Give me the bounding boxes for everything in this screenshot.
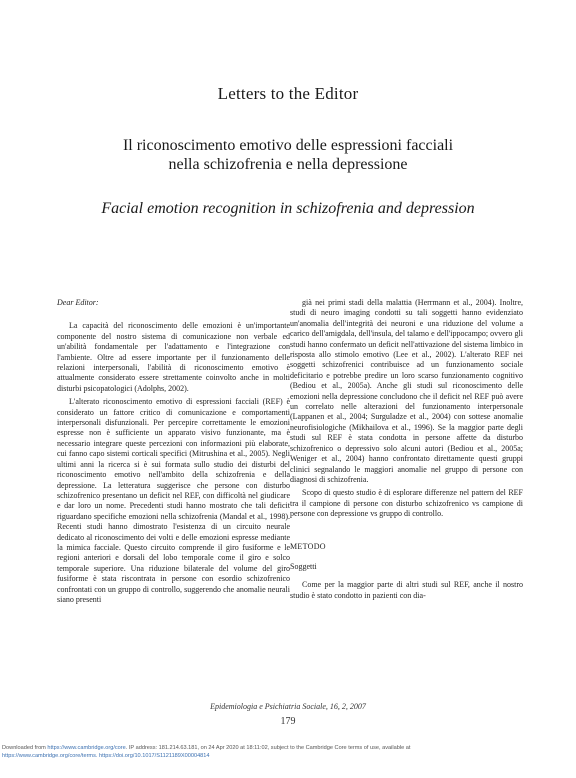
cambridge-core-link[interactable]: https://www.cambridge.org/core (47, 745, 126, 751)
article-title-english: Facial emotion recognition in schizofrenia and depression (101, 200, 475, 217)
section-heading-method: METODO (290, 541, 326, 551)
left-column (57, 298, 290, 605)
article-title-italian-line-1: Il riconoscimento emotivo delle espressioni facciali (122, 137, 454, 154)
paragraph: già nei primi stadi della malattia (Herrmann et al., 2004). Inoltre, studi di neuro imaging condotti su tali soggetti hanno evidenziato un'anomalia dell'integrità dei neuroni e una riduzione del volume a carico dell'amigdala, dell'insula, del talamo e dell'ippocampo; ovvero gli studi hanno confermato un deficit nell'attivazione del sistema limbico in risposta allo stimolo emotivo (Lee et al., 2002). L'alterato REF nei soggetti schizofrenici contribuisce ad un funzionamento sociale deficitario e potrebbe predire un loro scarso funzionamento cognitivo (Bediou et al., 2005a). Anche gli studi sul riconoscimento delle emozioni nella depressione concludono che il deficit nel REF può avere un correlato nelle alterazioni del funzionamento interpersonale (Lappanen et al., 2004; Surguladze et al., 2004) con sottese anomalie neurofisiologiche (Mikhailova et al., 1996). Se la maggior parte degli studi sul REF è stata condotta in persone affette da disturbo schizofrenico o depressivo solo alcuni autori (Bediou et al., 2005a; Weniger et al., 2004) hanno confrontato direttamente questi gruppi clinici segnalando le maggiori anomalie nel gruppo di persone con diagnosi di schizofrenia. (290, 298, 523, 484)
paragraph: La capacità del riconoscimento delle emozioni è un'importante componente del nostro sistema di comunicazione non verbale ed un'abilità fondamentale per l'adattamento e l'integrazione con l'ambiente. Oltre ad essere importante per il funzionamento delle relazioni interpersonali, l'abilità di riconoscimento emotivo è attualmente considerato essere strettamente coinvolto anche in molti disturbi psicopatologici (Adolphs, 2002). (57, 321, 290, 393)
paragraph: L'alterato riconoscimento emotivo di espressioni facciali (REF) è considerato un fattore critico di comunicazione e comportamenti interpersonali disfunzionali. Per percepire correttamente le emozioni espresse non è sufficiente un apparato visivo funzionante, ma è necessario integrare queste percezioni con informazioni più elaborate, cui fanno capo sistemi corticali specifici (Mitrushina et al., 2005). Negli ultimi anni la ricerca si è sui formata sullo studio dei disturbi del riconoscimento emotivo nell'ambito della schizofrenia e della depressione. La letteratura suggerisce che persone con disturbo schizofrenico presentano un deficit nel REF, con difficoltà nel giudicare e dar loro un nome. Precedenti studi hanno mostrato che tali deficit riguardano specifiche emozioni nella schizofrenia (Mandal et al., 1998). Recenti studi hanno dimostrato l'esistenza di un circuito neurale dedicato al riconoscimento dei volti e delle emozioni espresse mediante la mimica facciale. Questo circuito comprende il giro fusiforme e le regioni anteriori e dorsali del lobo temporale come il giro e solco temporale superiore. Una riduzione bilaterale del volume del giro fusiforme è stata riscontrata in persone con esordio schizofrenico confrontati con un gruppo di controllo, suggerendo che anomalie neurali siano presenti (57, 397, 290, 604)
salutation: Dear Editor: (57, 298, 99, 307)
download-notice (2, 745, 574, 760)
page-number: 179 (280, 716, 296, 727)
journal-citation: Epidemiologia e Psichiatria Sociale, 16, 2, 2007 (210, 702, 366, 711)
article-title-italian (40, 136, 536, 174)
download-notice-prefix: Downloaded from (2, 745, 48, 751)
subsection-heading-subjects: Soggetti (290, 561, 317, 571)
section-heading: Letters to the Editor (217, 84, 359, 103)
download-notice-details: . IP address: 181.214.63.181, on 24 Apr 2020 at 18:11:02, subject to the Cambridge Core terms of use, available at (125, 745, 411, 751)
paragraph: Come per la maggior parte di altri studi sul REF, anche il nostro studio è stato condotto in pazienti con dia- (290, 580, 523, 600)
doi-link[interactable]: . https://doi.org/10.1017/S1121189X00004814 (95, 752, 210, 759)
right-column (290, 298, 523, 601)
paragraph: Scopo di questo studio è di esplorare differenze nel pattern del REF tra il campione di persone con disturbo schizofrenico vs campione di persone con depressione vs gruppo di controllo. (290, 488, 523, 519)
terms-link[interactable]: https://www.cambridge.org/core/terms (2, 752, 96, 759)
article-title-italian-line-2: nella schizofrenia e nella depressione (168, 156, 408, 173)
